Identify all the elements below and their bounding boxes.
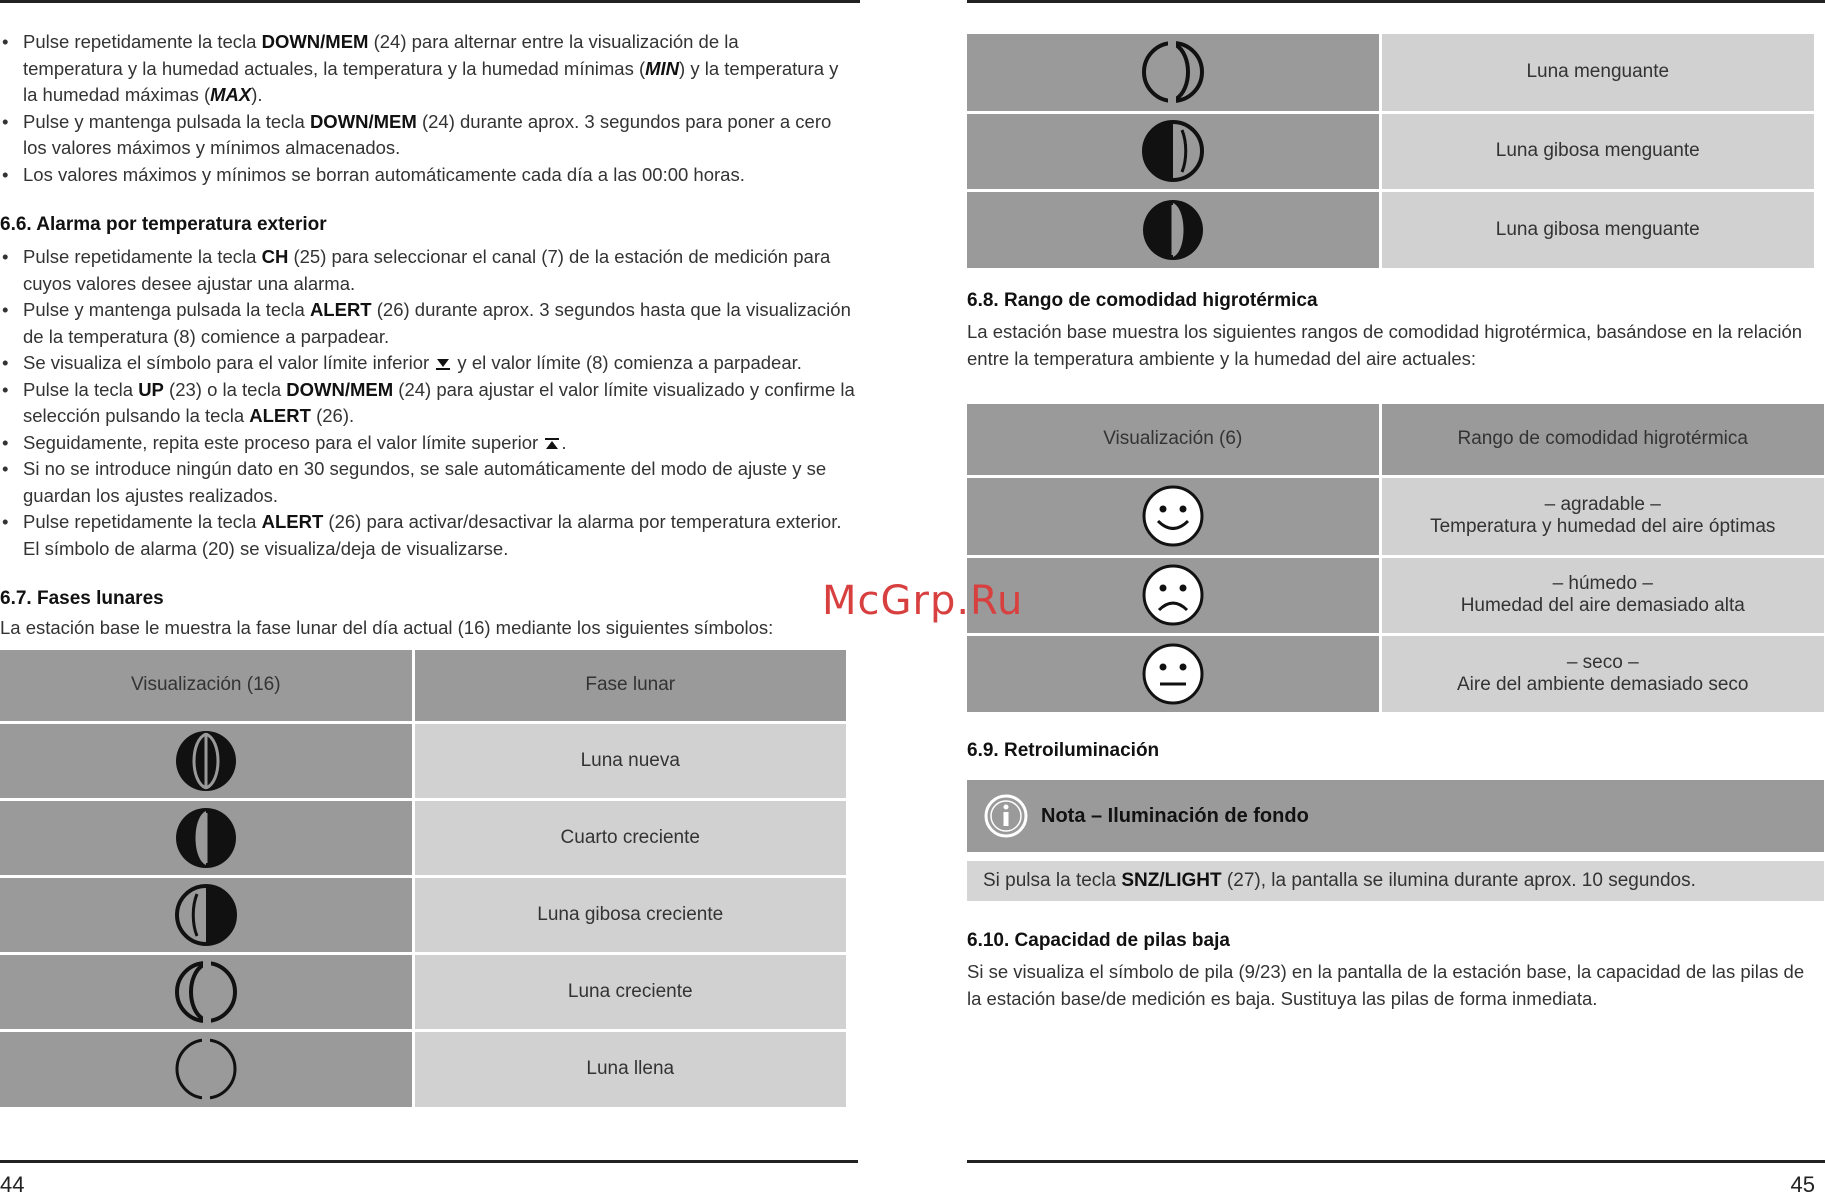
- section-heading-6-10: 6.10. Capacidad de pilas baja: [967, 930, 1230, 951]
- list-item: • Pulse repetidamente la tecla ALERT (26) para activar/desactivar la alarma por temperatura exterior. El símbolo de alarma (20) se visualiza/deja de visualizarse.: [0, 509, 856, 562]
- table-row: [967, 190, 1814, 268]
- comfort-intro: La estación base muestra los siguientes rangos de comodidad higrotérmica, basándose en la relación entre la temperatura ambiente y la humedad del aire actuales:: [967, 321, 1803, 369]
- table-row: [967, 34, 1814, 112]
- phase-label: Luna llena: [413, 1030, 846, 1107]
- smiley-neutral-icon: [1141, 642, 1205, 706]
- table-row: [0, 953, 846, 1030]
- moon-waning-gibbous-dark-icon: [1140, 197, 1206, 263]
- phase-label: Cuarto creciente: [413, 799, 846, 876]
- comfort-level: – agradable –: [1544, 494, 1661, 515]
- moon-phase-table: [0, 650, 846, 1107]
- comfort-level: – seco –: [1566, 651, 1639, 673]
- moon-waxing-gibbous-icon: [173, 882, 239, 948]
- list-item: • Se visualiza el símbolo para el valor límite inferior y el valor límite (8) comienza a parpadear.: [0, 350, 856, 377]
- note-body: Si pulsa la tecla SNZ/LIGHT (27), la pantalla se ilumina durante aprox. 10 segundos.: [967, 861, 1824, 901]
- battery-text: Si se visualiza el símbolo de pila (9/23) en la pantalla de la estación base, la capacidad de las pilas de la estación base/de medición es baja. Sustituya las pilas de forma inmediata.: [967, 961, 1805, 1009]
- column-header-phase: Fase lunar: [413, 650, 846, 722]
- lower-limit-icon: [434, 356, 452, 372]
- bullet-list-top: [0, 29, 840, 188]
- note-title: Nota – Iluminación de fondo: [1041, 804, 1309, 827]
- moon-phase-table-continued: [967, 34, 1814, 268]
- table-row: [0, 876, 846, 953]
- table-row: [967, 634, 1824, 712]
- column-header-range: Rango de comodidad higrotérmica: [1380, 404, 1824, 476]
- bottom-rule: [0, 1160, 858, 1163]
- section-heading-6-9: 6.9. Retroiluminación: [967, 740, 1160, 761]
- list-item: • Pulse repetidamente la tecla DOWN/MEM (24) para alternar entre la visualización de la temperatura y la humedad actuales, la temperatura y la humedad mínimas (MIN) y la temperatura y la humedad máximas (MAX).: [0, 29, 840, 109]
- table-row: [967, 112, 1814, 190]
- column-header-display: Visualización (6): [967, 404, 1380, 476]
- table-header-row: [967, 404, 1824, 476]
- table-row: [0, 799, 846, 876]
- moon-full-icon: [173, 1036, 239, 1102]
- phase-label: Luna gibosa menguante: [1380, 112, 1814, 190]
- moon-new-icon: [173, 728, 239, 794]
- comfort-table: [967, 404, 1824, 712]
- section-heading-6-8: 6.8. Rango de comodidad higrotérmica: [967, 290, 1318, 311]
- phase-label: Luna gibosa menguante: [1380, 190, 1814, 268]
- comfort-level: – húmedo –: [1552, 573, 1653, 594]
- list-item: • Pulse y mantenga pulsada la tecla ALERT (26) durante aprox. 3 segundos hasta que la visualización de la temperatura (8) comience a parpadear.: [0, 297, 856, 350]
- right-page: [967, 0, 1825, 1195]
- list-item: • Pulse la tecla UP (23) o la tecla DOWN/MEM (24) para ajustar el valor límite visualizado y confirme la selección pulsando la tecla ALERT (26).: [0, 377, 856, 430]
- table-row: [0, 1030, 846, 1107]
- smiley-happy-icon: [1141, 484, 1205, 548]
- moon-phase-intro: La estación base le muestra la fase lunar del día actual (16) mediante los siguientes símbolos:: [0, 617, 774, 638]
- table-row: [967, 476, 1824, 556]
- bottom-rule: [967, 1160, 1825, 1163]
- table-header-row: [0, 650, 846, 722]
- list-item: • Los valores máximos y mínimos se borran automáticamente cada día a las 00:00 horas.: [0, 162, 840, 189]
- table-row: [967, 556, 1824, 634]
- phase-label: Luna menguante: [1380, 34, 1814, 112]
- watermark: McGrp.Ru: [822, 578, 1024, 624]
- list-item: • Si no se introduce ningún dato en 30 segundos, se sale automáticamente del modo de ajuste y se guardan los ajustes realizados.: [0, 456, 856, 509]
- section-heading-6-7: 6.7. Fases lunares: [0, 588, 164, 609]
- moon-waning-gibbous-icon: [1140, 118, 1206, 184]
- section-heading-6-6: 6.6. Alarma por temperatura exterior: [0, 214, 327, 235]
- left-page: [0, 0, 860, 1195]
- list-item: • Seguidamente, repita este proceso para el valor límite superior .: [0, 430, 856, 457]
- phase-label: Luna creciente: [413, 953, 846, 1030]
- note-header: [967, 780, 1824, 852]
- phase-label: Luna nueva: [413, 722, 846, 799]
- comfort-description: Aire del ambiente demasiado seco: [1456, 673, 1749, 695]
- top-rule: [967, 0, 1825, 3]
- list-item: • Pulse y mantenga pulsada la tecla DOWN/MEM (24) durante aprox. 3 segundos para poner a cero los valores máximos y mínimos almacenados.: [0, 109, 840, 162]
- upper-limit-icon: [543, 436, 561, 452]
- column-header-display: Visualización (16): [0, 650, 413, 722]
- top-rule: [0, 0, 860, 3]
- page-number: 44: [0, 1172, 25, 1197]
- comfort-description: Temperatura y humedad del aire óptimas: [1430, 516, 1776, 537]
- smiley-sad-icon: [1141, 563, 1205, 627]
- moon-first-quarter-icon: [173, 805, 239, 871]
- info-icon: [983, 793, 1029, 839]
- list-item: • Pulse repetidamente la tecla CH (25) para seleccionar el canal (7) de la estación de medición para cuyos valores desee ajustar una alarma.: [0, 244, 856, 297]
- page-number: 45: [1790, 1172, 1815, 1197]
- moon-waning-icon: [1140, 39, 1206, 105]
- moon-waxing-crescent-icon: [173, 959, 239, 1025]
- comfort-description: Humedad del aire demasiado alta: [1460, 595, 1745, 616]
- bullet-list-alarm: [0, 244, 856, 562]
- table-row: [0, 722, 846, 799]
- phase-label: Luna gibosa creciente: [413, 876, 846, 953]
